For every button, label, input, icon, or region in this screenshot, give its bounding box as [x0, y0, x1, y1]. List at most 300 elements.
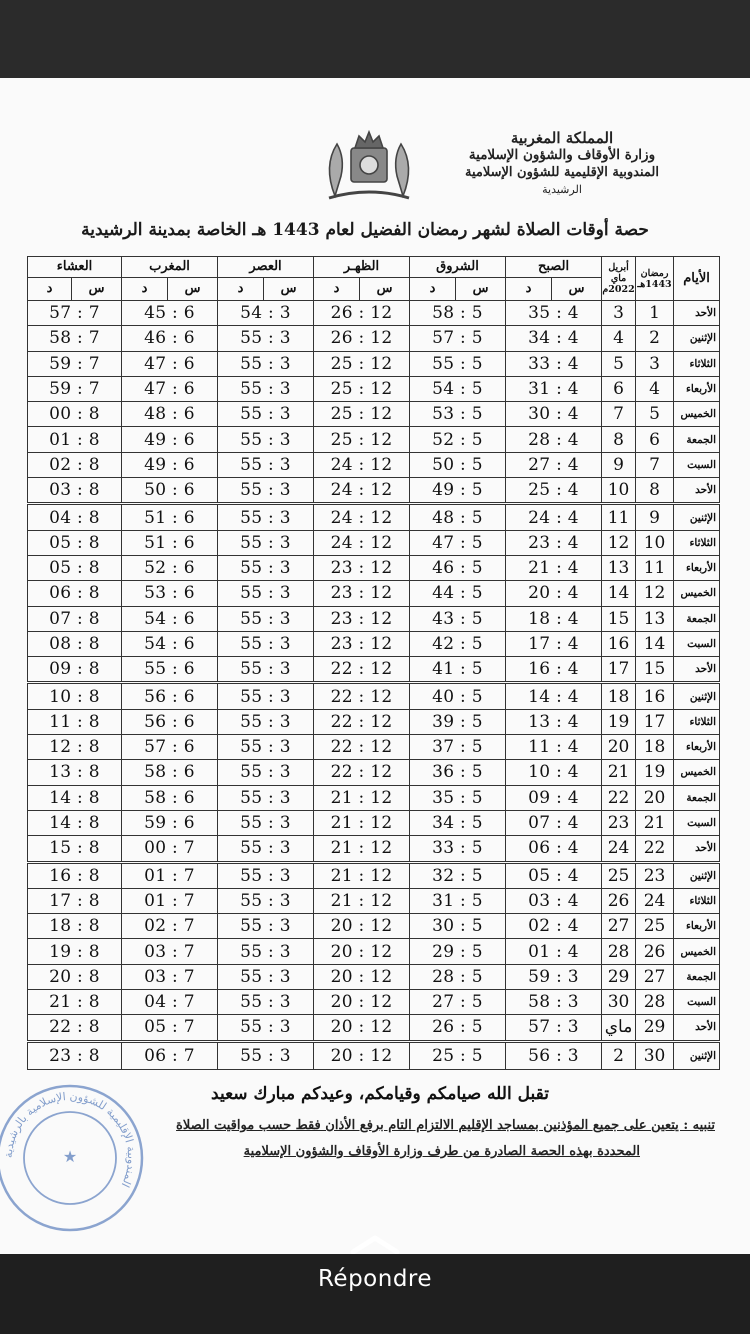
prayer-time-cell: 55 : 3 — [218, 914, 314, 939]
prayer-time-cell: 57 : 6 — [122, 735, 218, 760]
gregorian-day-cell: 6 — [602, 376, 636, 401]
day-name-cell: الجمعة — [674, 427, 720, 452]
prayer-time-cell: 55 : 3 — [218, 530, 314, 555]
closing-greeting: تقبل الله صيامكم وقيامكم، وعيدكم مبارك سعيد — [211, 1084, 549, 1104]
prayer-time-cell: 55 : 3 — [218, 1041, 314, 1069]
day-name-cell: الأحد — [674, 657, 720, 683]
day-name-cell: السبت — [674, 452, 720, 477]
prayer-time-cell: 39 : 5 — [410, 709, 506, 734]
ramadan-day-cell: 7 — [636, 452, 674, 477]
ramadan-day-cell: 6 — [636, 427, 674, 452]
table-row — [28, 427, 720, 452]
day-name-cell: الأحد — [674, 478, 720, 504]
day-name-cell: الإثنين — [674, 862, 720, 888]
ramadan-day-cell: 2 — [636, 326, 674, 351]
day-name-cell: الثلاثاء — [674, 888, 720, 913]
table-row — [28, 478, 720, 504]
prayer-time-cell: 20 : 8 — [28, 964, 122, 989]
prayer-time-cell: 53 : 5 — [410, 402, 506, 427]
gregorian-day-cell: 23 — [602, 810, 636, 835]
day-name-cell: السبت — [674, 990, 720, 1015]
prayer-time-cell: 58 : 6 — [122, 760, 218, 785]
prayer-time-cell: 04 : 8 — [28, 504, 122, 530]
prayer-time-cell: 07 : 8 — [28, 606, 122, 631]
gregorian-day-cell: 13 — [602, 555, 636, 580]
prayer-time-cell: 55 : 3 — [218, 581, 314, 606]
header-isha: العشاء — [28, 257, 122, 278]
prayer-time-cell: 54 : 6 — [122, 631, 218, 656]
gregorian-day-cell: 27 — [602, 914, 636, 939]
hour-label: س — [360, 278, 410, 301]
prayer-time-cell: 48 : 6 — [122, 402, 218, 427]
prayer-time-cell: 00 : 8 — [28, 402, 122, 427]
ramadan-day-cell: 15 — [636, 657, 674, 683]
ramadan-day-cell: 23 — [636, 862, 674, 888]
prayer-time-cell: 03 : 4 — [506, 888, 602, 913]
prayer-time-cell: 20 : 12 — [314, 914, 410, 939]
minute-label: د — [506, 278, 552, 301]
kingdom-line: المملكة المغربية — [510, 129, 614, 147]
prayer-time-cell: 17 : 8 — [28, 888, 122, 913]
notice-line-2: المحددة بهذه الحصة الصادرة من طرف وزارة الأوقاف والشؤون الإسلامية — [243, 1144, 640, 1159]
prayer-time-cell: 23 : 12 — [314, 581, 410, 606]
prayer-time-cell: 01 : 7 — [122, 888, 218, 913]
day-name-cell: الأحد — [674, 836, 720, 862]
prayer-time-cell: 41 : 5 — [410, 657, 506, 683]
prayer-time-cell: 33 : 5 — [410, 836, 506, 862]
prayer-time-cell: 23 : 4 — [506, 530, 602, 555]
prayer-time-cell: 57 : 5 — [410, 326, 506, 351]
prayer-time-cell: 06 : 7 — [122, 1041, 218, 1069]
prayer-time-cell: 25 : 12 — [314, 427, 410, 452]
prayer-time-cell: 55 : 3 — [218, 990, 314, 1015]
prayer-time-cell: 24 : 12 — [314, 504, 410, 530]
day-name-cell: الخميس — [674, 402, 720, 427]
ramadan-day-cell: 9 — [636, 504, 674, 530]
prayer-time-cell: 58 : 3 — [506, 990, 602, 1015]
prayer-time-cell: 44 : 5 — [410, 581, 506, 606]
gregorian-day-cell: 12 — [602, 530, 636, 555]
ministry-line: وزارة الأوقاف والشؤون الإسلامية — [468, 147, 656, 163]
prayer-time-cell: 47 : 5 — [410, 530, 506, 555]
prayer-time-cell: 50 : 5 — [410, 452, 506, 477]
prayer-time-cell: 40 : 5 — [410, 683, 506, 709]
prayer-time-cell: 55 : 3 — [218, 376, 314, 401]
prayer-time-cell: 09 : 8 — [28, 657, 122, 683]
prayer-time-cell: 55 : 3 — [218, 836, 314, 862]
prayer-time-cell: 21 : 4 — [506, 555, 602, 580]
prayer-time-cell: 21 : 8 — [28, 990, 122, 1015]
prayer-time-cell: 20 : 12 — [314, 990, 410, 1015]
official-stamp — [0, 1078, 150, 1238]
prayer-time-cell: 14 : 8 — [28, 785, 122, 810]
table-row — [28, 452, 720, 477]
prayer-time-cell: 21 : 12 — [314, 836, 410, 862]
gregorian-day-cell: 15 — [602, 606, 636, 631]
prayer-time-cell: 26 : 5 — [410, 1015, 506, 1041]
day-name-cell: الخميس — [674, 581, 720, 606]
hour-label: س — [168, 278, 218, 301]
prayer-time-cell: 07 : 4 — [506, 810, 602, 835]
table-row — [28, 810, 720, 835]
day-name-cell: الأربعاء — [674, 914, 720, 939]
prayer-time-cell: 58 : 7 — [28, 326, 122, 351]
header-fajr: الصبح — [506, 257, 602, 278]
day-name-cell: الأحد — [674, 1015, 720, 1041]
ramadan-day-cell: 24 — [636, 888, 674, 913]
prayer-time-cell: 15 : 8 — [28, 836, 122, 862]
prayer-time-cell: 20 : 12 — [314, 1015, 410, 1041]
ramadan-day-cell: 3 — [636, 351, 674, 376]
day-name-cell: الأحد — [674, 301, 720, 326]
prayer-time-cell: 22 : 12 — [314, 709, 410, 734]
prayer-time-cell: 23 : 12 — [314, 606, 410, 631]
gregorian-day-cell: 7 — [602, 402, 636, 427]
day-name-cell: الإثنين — [674, 326, 720, 351]
prayer-time-cell: 10 : 8 — [28, 683, 122, 709]
prayer-time-cell: 55 : 3 — [218, 964, 314, 989]
prayer-time-cell: 30 : 4 — [506, 402, 602, 427]
table-row — [28, 990, 720, 1015]
stamp-text: المندوبية الإقليمية للشؤون الإسلامية بالرشيدية — [1, 1089, 139, 1190]
table-row — [28, 606, 720, 631]
reply-button[interactable]: Répondre — [317, 1266, 433, 1292]
notice-line-1: تنبيه : يتعين على جميع المؤذنين بمساجد الإقليم الالتزام التام برفع الأذان فقط حسب مواقيت الصلاة — [176, 1118, 715, 1133]
ramadan-day-cell: 27 — [636, 964, 674, 989]
gregorian-day-cell: 14 — [602, 581, 636, 606]
gregorian-day-cell: 2 — [602, 1041, 636, 1069]
day-name-cell: الأربعاء — [674, 735, 720, 760]
table-row — [28, 939, 720, 964]
table-row — [28, 888, 720, 913]
ramadan-day-cell: 13 — [636, 606, 674, 631]
minute-label: د — [28, 278, 72, 301]
prayer-time-cell: 56 : 6 — [122, 709, 218, 734]
prayer-time-cell: 05 : 4 — [506, 862, 602, 888]
prayer-time-cell: 46 : 6 — [122, 326, 218, 351]
gregorian-day-cell: 11 — [602, 504, 636, 530]
prayer-time-cell: 26 : 12 — [314, 301, 410, 326]
gregorian-day-cell: 20 — [602, 735, 636, 760]
prayer-time-cell: 48 : 5 — [410, 504, 506, 530]
ramadan-day-cell: 29 — [636, 1015, 674, 1041]
prayer-time-cell: 34 : 4 — [506, 326, 602, 351]
prayer-time-cell: 53 : 6 — [122, 581, 218, 606]
prayer-time-cell: 37 : 5 — [410, 735, 506, 760]
ramadan-day-cell: 25 — [636, 914, 674, 939]
table-row — [28, 351, 720, 376]
prayer-time-cell: 52 : 6 — [122, 555, 218, 580]
table-row — [28, 555, 720, 580]
gregorian-day-cell: 21 — [602, 760, 636, 785]
gregorian-day-cell: 19 — [602, 709, 636, 734]
prayer-time-cell: 16 : 4 — [506, 657, 602, 683]
prayer-time-cell: 18 : 4 — [506, 606, 602, 631]
prayer-time-cell: 06 : 4 — [506, 836, 602, 862]
prayer-time-cell: 24 : 12 — [314, 452, 410, 477]
minute-label: د — [314, 278, 360, 301]
prayer-time-cell: 55 : 3 — [218, 326, 314, 351]
prayer-time-cell: 28 : 4 — [506, 427, 602, 452]
star-icon: ★ — [62, 1147, 78, 1166]
prayer-time-cell: 47 : 6 — [122, 376, 218, 401]
prayer-time-cell: 02 : 8 — [28, 452, 122, 477]
prayer-time-cell: 16 : 8 — [28, 862, 122, 888]
prayer-time-cell: 36 : 5 — [410, 760, 506, 785]
prayer-time-cell: 03 : 8 — [28, 478, 122, 504]
gregorian-day-cell: 5 — [602, 351, 636, 376]
gregorian-day-cell: 18 — [602, 683, 636, 709]
prayer-time-cell: 21 : 12 — [314, 810, 410, 835]
document-image — [0, 78, 750, 1254]
day-name-cell: الجمعة — [674, 964, 720, 989]
header-days: الأيام — [674, 257, 720, 301]
prayer-time-cell: 52 : 5 — [410, 427, 506, 452]
table-row — [28, 709, 720, 734]
prayer-time-cell: 55 : 3 — [218, 810, 314, 835]
hour-label: س — [552, 278, 602, 301]
hour-label: س — [456, 278, 506, 301]
hour-label: س — [264, 278, 314, 301]
prayer-time-cell: 59 : 7 — [28, 351, 122, 376]
header-dhuhr: الظهـر — [314, 257, 410, 278]
prayer-time-cell: 49 : 6 — [122, 452, 218, 477]
prayer-time-cell: 11 : 8 — [28, 709, 122, 734]
prayer-time-cell: 35 : 5 — [410, 785, 506, 810]
day-name-cell: الإثنين — [674, 683, 720, 709]
prayer-time-cell: 11 : 4 — [506, 735, 602, 760]
day-name-cell: الثلاثاء — [674, 351, 720, 376]
table-row — [28, 631, 720, 656]
ramadan-day-cell: 18 — [636, 735, 674, 760]
prayer-time-cell: 20 : 4 — [506, 581, 602, 606]
prayer-time-cell: 10 : 4 — [506, 760, 602, 785]
chevron-up-icon[interactable] — [349, 1234, 401, 1256]
prayer-time-cell: 55 : 3 — [218, 785, 314, 810]
prayer-time-cell: 25 : 12 — [314, 376, 410, 401]
prayer-time-cell: 00 : 7 — [122, 836, 218, 862]
prayer-time-cell: 57 : 7 — [28, 301, 122, 326]
ramadan-day-cell: 28 — [636, 990, 674, 1015]
prayer-time-cell: 23 : 12 — [314, 631, 410, 656]
table-row — [28, 1015, 720, 1041]
ramadan-day-cell: 22 — [636, 836, 674, 862]
prayer-time-cell: 24 : 4 — [506, 504, 602, 530]
table-row — [28, 326, 720, 351]
document-title: حصة أوقات الصلاة لشهر رمضان الفضيل لعام 1443 هـ الخاصة بمدينة الرشيدية — [81, 220, 649, 240]
prayer-time-cell: 20 : 12 — [314, 939, 410, 964]
ramadan-day-cell: 14 — [636, 631, 674, 656]
prayer-time-cell: 06 : 8 — [28, 581, 122, 606]
prayer-time-cell: 49 : 6 — [122, 427, 218, 452]
gregorian-day-cell: 29 — [602, 964, 636, 989]
prayer-time-cell: 20 : 12 — [314, 964, 410, 989]
prayer-time-cell: 31 : 4 — [506, 376, 602, 401]
prayer-time-cell: 29 : 5 — [410, 939, 506, 964]
table-row — [28, 581, 720, 606]
prayer-time-cell: 14 : 8 — [28, 810, 122, 835]
prayer-time-cell: 55 : 3 — [218, 631, 314, 656]
top-bar — [0, 0, 750, 78]
ramadan-day-cell: 12 — [636, 581, 674, 606]
prayer-time-cell: 55 : 3 — [218, 555, 314, 580]
gregorian-day-cell: 17 — [602, 657, 636, 683]
prayer-time-cell: 47 : 6 — [122, 351, 218, 376]
prayer-time-cell: 20 : 12 — [314, 1041, 410, 1069]
prayer-time-cell: 55 : 3 — [218, 760, 314, 785]
prayer-time-cell: 27 : 4 — [506, 452, 602, 477]
prayer-time-cell: 55 : 3 — [218, 402, 314, 427]
prayer-time-cell: 55 : 3 — [218, 452, 314, 477]
day-name-cell: الجمعة — [674, 606, 720, 631]
header-sunrise: الشروق — [410, 257, 506, 278]
prayer-time-cell: 23 : 8 — [28, 1041, 122, 1069]
prayer-time-cell: 35 : 4 — [506, 301, 602, 326]
prayer-time-cell: 34 : 5 — [410, 810, 506, 835]
prayer-time-cell: 26 : 12 — [314, 326, 410, 351]
day-name-cell: الجمعة — [674, 785, 720, 810]
gregorian-day-cell: 25 — [602, 862, 636, 888]
gregorian-day-cell: 26 — [602, 888, 636, 913]
ramadan-day-cell: 26 — [636, 939, 674, 964]
table-row — [28, 1041, 720, 1069]
prayer-time-cell: 05 : 7 — [122, 1015, 218, 1041]
prayer-time-cell: 02 : 4 — [506, 914, 602, 939]
day-name-cell: الخميس — [674, 939, 720, 964]
prayer-time-cell: 56 : 6 — [122, 683, 218, 709]
prayer-time-cell: 05 : 8 — [28, 555, 122, 580]
prayer-time-cell: 55 : 6 — [122, 657, 218, 683]
prayer-time-cell: 55 : 5 — [410, 351, 506, 376]
prayer-time-cell: 55 : 3 — [218, 709, 314, 734]
prayer-time-cell: 01 : 8 — [28, 427, 122, 452]
ministry-header — [432, 130, 692, 198]
city-line: الرشيدية — [542, 183, 582, 196]
gregorian-day-cell: 28 — [602, 939, 636, 964]
prayer-time-cell: 57 : 3 — [506, 1015, 602, 1041]
prayer-time-cell: 55 : 3 — [218, 888, 314, 913]
gregorian-day-cell: ماي — [602, 1015, 636, 1041]
prayer-time-cell: 42 : 5 — [410, 631, 506, 656]
prayer-time-cell: 51 : 6 — [122, 530, 218, 555]
header-ramadan: رمضان 1443هـ — [636, 257, 674, 301]
prayer-time-cell: 58 : 6 — [122, 785, 218, 810]
prayer-time-cell: 43 : 5 — [410, 606, 506, 631]
gregorian-day-cell: 24 — [602, 836, 636, 862]
prayer-time-cell: 03 : 7 — [122, 964, 218, 989]
gregorian-day-cell: 4 — [602, 326, 636, 351]
prayer-time-cell: 01 : 4 — [506, 939, 602, 964]
prayer-time-cell: 56 : 3 — [506, 1041, 602, 1069]
prayer-time-cell: 25 : 4 — [506, 478, 602, 504]
gregorian-day-cell: 10 — [602, 478, 636, 504]
table-row — [28, 785, 720, 810]
prayer-time-cell: 01 : 7 — [122, 862, 218, 888]
prayer-time-cell: 51 : 6 — [122, 504, 218, 530]
prayer-time-cell: 19 : 8 — [28, 939, 122, 964]
day-name-cell: الإثنين — [674, 1041, 720, 1069]
prayer-time-cell: 24 : 12 — [314, 478, 410, 504]
prayer-time-cell: 33 : 4 — [506, 351, 602, 376]
day-name-cell: السبت — [674, 810, 720, 835]
table-row — [28, 657, 720, 683]
prayer-time-cell: 46 : 5 — [410, 555, 506, 580]
prayer-times-table — [27, 256, 720, 1070]
prayer-time-cell: 25 : 12 — [314, 351, 410, 376]
table-row — [28, 530, 720, 555]
minute-label: د — [218, 278, 264, 301]
gregorian-day-cell: 8 — [602, 427, 636, 452]
header-asr: العصر — [218, 257, 314, 278]
royal-emblem-icon — [315, 126, 423, 204]
prayer-time-cell: 23 : 12 — [314, 555, 410, 580]
prayer-time-cell: 08 : 8 — [28, 631, 122, 656]
day-name-cell: الأربعاء — [674, 376, 720, 401]
ramadan-day-cell: 30 — [636, 1041, 674, 1069]
prayer-time-cell: 55 : 3 — [218, 683, 314, 709]
prayer-time-cell: 55 : 3 — [218, 478, 314, 504]
minute-label: د — [122, 278, 168, 301]
ramadan-day-cell: 21 — [636, 810, 674, 835]
day-name-cell: الإثنين — [674, 504, 720, 530]
prayer-time-cell: 04 : 7 — [122, 990, 218, 1015]
table-row — [28, 964, 720, 989]
prayer-time-cell: 22 : 12 — [314, 735, 410, 760]
header-maghrib: المغرب — [122, 257, 218, 278]
day-name-cell: الثلاثاء — [674, 530, 720, 555]
gregorian-day-cell: 9 — [602, 452, 636, 477]
day-name-cell: الأربعاء — [674, 555, 720, 580]
prayer-time-cell: 22 : 12 — [314, 657, 410, 683]
prayer-time-cell: 54 : 5 — [410, 376, 506, 401]
ramadan-day-cell: 8 — [636, 478, 674, 504]
prayer-time-cell: 05 : 8 — [28, 530, 122, 555]
table-row — [28, 504, 720, 530]
prayer-time-cell: 13 : 4 — [506, 709, 602, 734]
gregorian-day-cell: 22 — [602, 785, 636, 810]
prayer-time-cell: 12 : 8 — [28, 735, 122, 760]
ramadan-day-cell: 20 — [636, 785, 674, 810]
prayer-time-cell: 55 : 3 — [218, 606, 314, 631]
day-name-cell: الثلاثاء — [674, 709, 720, 734]
ramadan-day-cell: 5 — [636, 402, 674, 427]
gregorian-day-cell: 3 — [602, 301, 636, 326]
ramadan-day-cell: 16 — [636, 683, 674, 709]
prayer-time-cell: 22 : 12 — [314, 760, 410, 785]
prayer-time-cell: 59 : 6 — [122, 810, 218, 835]
prayer-time-cell: 32 : 5 — [410, 862, 506, 888]
ramadan-day-cell: 1 — [636, 301, 674, 326]
table-row — [28, 735, 720, 760]
prayer-time-cell: 54 : 6 — [122, 606, 218, 631]
table-row — [28, 402, 720, 427]
prayer-time-cell: 25 : 12 — [314, 402, 410, 427]
ramadan-day-cell: 11 — [636, 555, 674, 580]
prayer-time-cell: 31 : 5 — [410, 888, 506, 913]
prayer-time-cell: 50 : 6 — [122, 478, 218, 504]
prayer-time-cell: 02 : 7 — [122, 914, 218, 939]
table-row — [28, 301, 720, 326]
prayer-time-cell: 55 : 3 — [218, 862, 314, 888]
ramadan-day-cell: 19 — [636, 760, 674, 785]
prayer-time-cell: 59 : 3 — [506, 964, 602, 989]
prayer-time-cell: 21 : 12 — [314, 862, 410, 888]
delegation-line: المندوبية الإقليمية للشؤون الإسلامية — [464, 165, 659, 180]
table-row — [28, 862, 720, 888]
ramadan-day-cell: 4 — [636, 376, 674, 401]
hour-label: س — [72, 278, 122, 301]
prayer-time-cell: 03 : 7 — [122, 939, 218, 964]
